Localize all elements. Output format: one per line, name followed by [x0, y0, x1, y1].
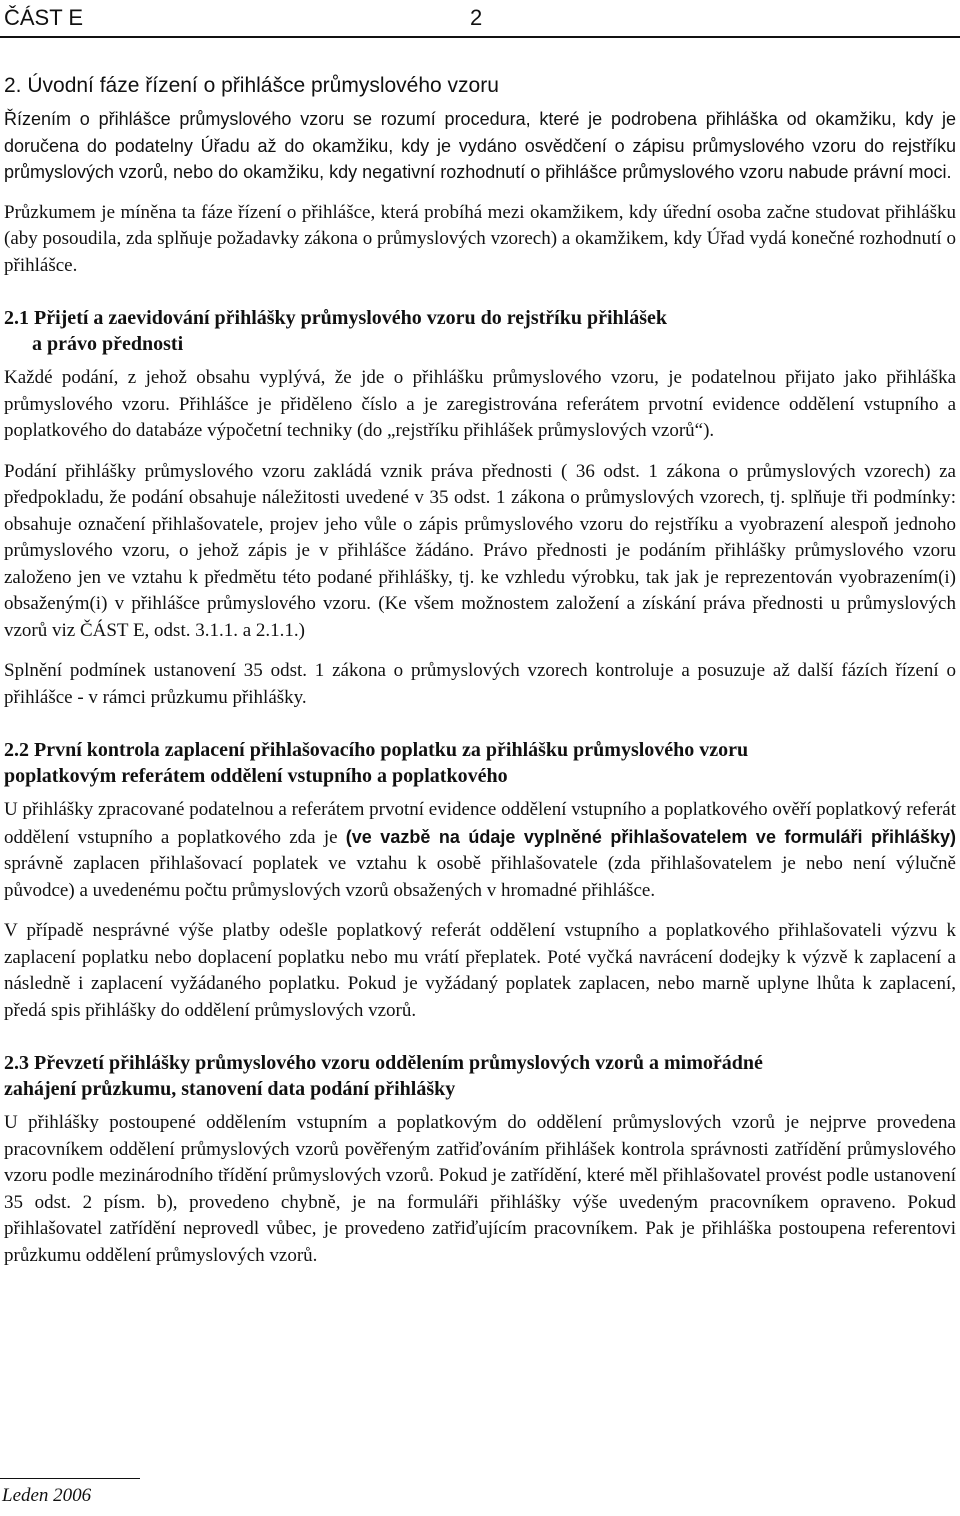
subsection-title-line: poplatkovým referátem oddělení vstupního a poplatkového: [4, 765, 508, 787]
page-number: 2: [470, 5, 483, 30]
page-footer: [0, 1478, 960, 1507]
paragraph: U přihlášky postoupené oddělením vstupním a poplatkovým do oddělení průmyslových vzorů je nejprve provedena pracovníkem oddělení průmyslových vzorů pověřeným zatřiďováním přihlášek kontrola správnosti zatřídění průmyslového vzoru podle mezinárodního třídění průmyslových vzorů. Pokud je zatřídění, které měl přihlašovatel provést podle ustanovení 35 odst. 2 písm. b), provedeno chybně, je na formuláři přihlášky výše uvedeným pracovníkem opraveno. Pokud přihlašovatel zatřídění neprovedl vůbec, je provedeno zatřiďujícím pracovníkem. Pak je přihláška postoupena referentovi průzkumu oddělení průmyslových vzorů.: [4, 1112, 956, 1266]
paragraph: Podání přihlášky průmyslového vzoru zakládá vznik práva přednosti ( 36 odst. 1 zákona o průmyslových vzorech) za předpokladu, že podání obsahuje náležitosti uvedené v 35 odst. 1 zákona o průmyslových vzorech, tj. splňuje tři podmínky: obsahuje označení přihlašovatele, projev jeho vůle o zápis průmyslového vzoru do rejstříku a vyobrazení alespoň jednoho průmyslového vzoru, o jehož zápis je v přihlášce žádáno. Právo přednosti je podáním přihlášky průmyslového vzoru založeno jen ve vztahu k předmětu této podané přihlášky, tj. ke vzhledu výrobku, tak jak je reprezentován vyobrazením(i) obsaženým(i) v přihlášce průmyslového vzoru. (Ke všem možnostem založení a získání práva přednosti u průmyslových vzorů viz ČÁST E, odst. 3.1.1. a 2.1.1.): [4, 460, 956, 641]
footer-date: Leden 2006: [2, 1485, 92, 1506]
part-label: ČÁST E: [4, 5, 84, 30]
text-run: U přihlášky zpracované podatelnou a referátem prvotní evidence oddělení vstupního a poplatkového ověří poplatkový referát oddělení vstupního a poplatkového zda je: [4, 799, 956, 848]
footer-divider: [0, 1478, 140, 1479]
header-divider: [0, 36, 960, 38]
subsection-title-line: a právo přednosti: [32, 333, 184, 355]
document-body: [4, 70, 956, 1269]
paragraph: [4, 797, 956, 904]
subsection-title-2-3: [4, 1050, 956, 1102]
paragraph: Průzkumem je míněna ta fáze řízení o přihlášce, která probíhá mezi okamžikem, kdy úřední osoba začne studovat přihlášku (aby posoudila, zda splňuje požadavky zákona o průmyslových vzorech) a okamžikem, kdy Úřad vydá konečné rozhodnutí o přihlášce.: [4, 201, 956, 276]
bold-text-run: (ve vazbě na údaje vyplněné přihlašovatelem ve formuláři přihlášky): [345, 826, 956, 847]
subsection-title-2-2: [4, 737, 956, 789]
paragraph: V případě nesprávné výše platby odešle poplatkový referát oddělení vstupního a poplatkového přihlašovateli výzvu k zaplacení poplatku nebo doplacení poplatku nebo mu vrátí přeplatek. Poté vyčká navrácení dodejky k výzvě k zaplacení a následně i zaplacení vyžádaného poplatku. Pokud je vyžádaný poplatek zaplacen, nebo marně uplyne lhůta k zaplacení, předá spis přihlášky do oddělení průmyslových vzorů.: [4, 920, 956, 1021]
subsection-title-line: zahájení průzkumu, stanovení data podání přihlášky: [4, 1078, 456, 1100]
paragraph: Každé podání, z jehož obsahu vyplývá, že jde o přihlášku průmyslového vzoru, je podatelnou přijato jako přihláška průmyslového vzoru. Přihlášce je přiděleno číslo a je zaregistrována referátem prvotní evidence oddělení vstupního a poplatkového do databáze výpočetní techniky (do „rejstříku přihlášek průmyslových vzorů“).: [4, 367, 956, 441]
subsection-title-2-1: [4, 305, 956, 357]
paragraph: Řízením o přihlášce průmyslového vzoru se rozumí procedura, které je podrobena přihláška od okamžiku, kdy je doručena do podatelny Úřadu až do okamžiku, kdy je vydáno osvědčení o zápisu průmyslového vzoru do rejstříku průmyslových vzorů, nebo do okamžiku, kdy negativní rozhodnutí o přihlášce průmyslového vzoru nabude právní moci.: [4, 109, 956, 182]
subsection-title-line: 2.1 Přijetí a zaevidování přihlášky průmyslového vzoru do rejstříku přihlášek: [4, 307, 667, 329]
page-header: [0, 0, 960, 40]
text-run: správně zaplacen přihlašovací poplatek ve vztahu k osobě přihlašovatele (zda přihlašovatelem je nebo není výlučně původce) a uvedenému počtu průmyslových vzorů obsažených v hromadné přihlášce.: [4, 853, 956, 901]
subsection-title-line: 2.3 Převzetí přihlášky průmyslového vzoru oddělením průmyslových vzorů a mimořádné: [4, 1052, 763, 1074]
section-title: 2. Úvodní fáze řízení o přihlášce průmyslového vzoru: [4, 74, 499, 97]
subsection-title-line: 2.2 První kontrola zaplacení přihlašovacího poplatku za přihlášku průmyslového vzoru: [4, 739, 749, 761]
paragraph: Splnění podmínek ustanovení 35 odst. 1 zákona o průmyslových vzorech kontroluje a posuzuje až další fázích řízení o přihlášce - v rámci průzkumu přihlášky.: [4, 660, 956, 708]
